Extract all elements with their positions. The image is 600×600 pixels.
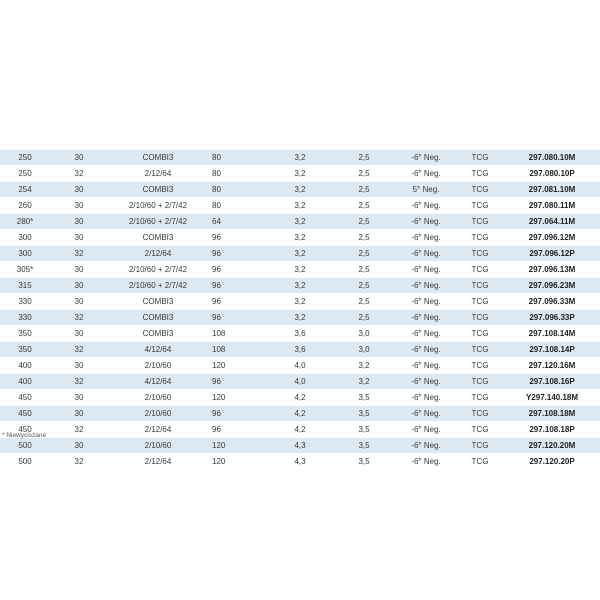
cell-tooth-shape: TCG <box>456 438 504 454</box>
cell-diameter: 400 <box>0 358 50 374</box>
table-row <box>0 454 600 470</box>
cell-code: 297.080.10M <box>504 150 600 166</box>
cell-pinholes: COMBI3 <box>108 326 208 342</box>
cell-plate: 3,5 <box>332 438 396 454</box>
cell-teeth: 96 <box>208 278 268 294</box>
cell-teeth: 96 <box>208 374 268 390</box>
cell-plate: 2,5 <box>332 278 396 294</box>
cell-pinholes: 2/10/60 <box>108 358 208 374</box>
spec-table <box>0 150 600 470</box>
cell-teeth: 96 <box>208 246 268 262</box>
cell-code: 297.096.33M <box>504 294 600 310</box>
cell-tooth-shape: TCG <box>456 454 504 470</box>
cell-kerf: 3,2 <box>268 278 332 294</box>
cell-teeth: 80 <box>208 198 268 214</box>
cell-angle: -6° Neg. <box>396 198 456 214</box>
cell-tooth-shape: TCG <box>456 262 504 278</box>
cell-teeth: 96 <box>208 294 268 310</box>
cell-diameter: 450 <box>0 406 50 422</box>
cell-kerf: 3,2 <box>268 246 332 262</box>
cell-code: 297.108.14P <box>504 342 600 358</box>
cell-pinholes: 2/10/60 + 2/7/42 <box>108 278 208 294</box>
cell-code: 297.096.23M <box>504 278 600 294</box>
cell-bore: 32 <box>50 422 108 438</box>
cell-teeth: 80 <box>208 182 268 198</box>
cell-angle: -6° Neg. <box>396 230 456 246</box>
cell-bore: 30 <box>50 214 108 230</box>
cell-plate: 3,0 <box>332 326 396 342</box>
cell-tooth-shape: TCG <box>456 150 504 166</box>
cell-bore: 30 <box>50 150 108 166</box>
table-row <box>0 390 600 406</box>
cell-tooth-shape: TCG <box>456 214 504 230</box>
cell-tooth-shape: TCG <box>456 182 504 198</box>
table-row <box>0 182 600 198</box>
cell-pinholes: 2/10/60 + 2/7/42 <box>108 262 208 278</box>
cell-angle: 5° Neg. <box>396 182 456 198</box>
cell-code: 297.108.18M <box>504 406 600 422</box>
cell-plate: 3,2 <box>332 374 396 390</box>
cell-pinholes: 2/10/60 <box>108 438 208 454</box>
cell-pinholes: COMBI3 <box>108 294 208 310</box>
cell-tooth-shape: TCG <box>456 390 504 406</box>
cell-tooth-shape: TCG <box>456 278 504 294</box>
footnote: * Niewyciszane <box>2 432 47 439</box>
cell-tooth-shape: TCG <box>456 294 504 310</box>
cell-diameter: 330 <box>0 310 50 326</box>
cell-teeth: 96 <box>208 230 268 246</box>
cell-tooth-shape: TCG <box>456 422 504 438</box>
cell-kerf: 3,6 <box>268 342 332 358</box>
cell-kerf: 4,2 <box>268 422 332 438</box>
cell-teeth: 108 <box>208 342 268 358</box>
cell-kerf: 3,6 <box>268 326 332 342</box>
cell-tooth-shape: TCG <box>456 246 504 262</box>
cell-bore: 30 <box>50 230 108 246</box>
cell-plate: 3,0 <box>332 342 396 358</box>
cell-teeth: 96 <box>208 406 268 422</box>
cell-tooth-shape: TCG <box>456 358 504 374</box>
cell-angle: -6° Neg. <box>396 374 456 390</box>
cell-diameter: 500 <box>0 454 50 470</box>
cell-plate: 2,5 <box>332 246 396 262</box>
table-row <box>0 166 600 182</box>
cell-tooth-shape: TCG <box>456 406 504 422</box>
cell-diameter: 305* <box>0 262 50 278</box>
cell-plate: 3,5 <box>332 406 396 422</box>
table-row <box>0 278 600 294</box>
cell-bore: 32 <box>50 342 108 358</box>
cell-code: 297.108.16P <box>504 374 600 390</box>
cell-angle: -6° Neg. <box>396 278 456 294</box>
cell-tooth-shape: TCG <box>456 230 504 246</box>
cell-diameter: 350 <box>0 326 50 342</box>
cell-angle: -6° Neg. <box>396 166 456 182</box>
cell-kerf: 4,3 <box>268 438 332 454</box>
cell-plate: 3,2 <box>332 358 396 374</box>
cell-pinholes: 2/12/64 <box>108 166 208 182</box>
cell-code: 297.096.33P <box>504 310 600 326</box>
cell-diameter: 315 <box>0 278 50 294</box>
cell-diameter: 400 <box>0 374 50 390</box>
cell-diameter: 300 <box>0 246 50 262</box>
cell-diameter: 280* <box>0 214 50 230</box>
cell-tooth-shape: TCG <box>456 198 504 214</box>
cell-code: 297.108.18P <box>504 422 600 438</box>
cell-pinholes: COMBI3 <box>108 310 208 326</box>
cell-plate: 2,5 <box>332 262 396 278</box>
table-row <box>0 374 600 390</box>
cell-bore: 30 <box>50 182 108 198</box>
table-row <box>0 262 600 278</box>
cell-tooth-shape: TCG <box>456 326 504 342</box>
cell-bore: 32 <box>50 454 108 470</box>
cell-teeth: 120 <box>208 438 268 454</box>
cell-angle: -6° Neg. <box>396 358 456 374</box>
cell-code: 297.120.20M <box>504 438 600 454</box>
cell-kerf: 3,2 <box>268 150 332 166</box>
table-row <box>0 310 600 326</box>
cell-tooth-shape: TCG <box>456 166 504 182</box>
cell-teeth: 108 <box>208 326 268 342</box>
cell-code: 297.108.14M <box>504 326 600 342</box>
cell-plate: 2,5 <box>332 310 396 326</box>
cell-kerf: 3,2 <box>268 166 332 182</box>
cell-pinholes: 2/10/60 <box>108 390 208 406</box>
cell-diameter: 350 <box>0 342 50 358</box>
cell-code: 297.096.12P <box>504 246 600 262</box>
cell-code: Y297.140.18M <box>504 390 600 406</box>
cell-teeth: 64 <box>208 214 268 230</box>
cell-pinholes: 2/10/60 <box>108 406 208 422</box>
cell-diameter: 250 <box>0 166 50 182</box>
cell-angle: -6° Neg. <box>396 326 456 342</box>
cell-kerf: 3,2 <box>268 230 332 246</box>
cell-pinholes: 2/12/64 <box>108 422 208 438</box>
cell-plate: 2,5 <box>332 230 396 246</box>
cell-kerf: 4,2 <box>268 406 332 422</box>
table-row <box>0 150 600 166</box>
cell-bore: 30 <box>50 438 108 454</box>
cell-pinholes: COMBI3 <box>108 230 208 246</box>
cell-bore: 30 <box>50 262 108 278</box>
cell-teeth: 96 <box>208 310 268 326</box>
cell-teeth: 120 <box>208 358 268 374</box>
cell-pinholes: 4/12/64 <box>108 374 208 390</box>
cell-kerf: 3,2 <box>268 310 332 326</box>
cell-code: 297.096.13M <box>504 262 600 278</box>
cell-tooth-shape: TCG <box>456 310 504 326</box>
cell-diameter: 450 <box>0 422 50 438</box>
cell-plate: 2,5 <box>332 294 396 310</box>
cell-kerf: 3,2 <box>268 214 332 230</box>
cell-plate: 3,5 <box>332 422 396 438</box>
table-row <box>0 294 600 310</box>
table-row <box>0 214 600 230</box>
cell-bore: 30 <box>50 358 108 374</box>
cell-teeth: 120 <box>208 454 268 470</box>
cell-kerf: 4,2 <box>268 390 332 406</box>
table-row <box>0 246 600 262</box>
cell-bore: 30 <box>50 278 108 294</box>
cell-teeth: 120 <box>208 390 268 406</box>
cell-angle: -6° Neg. <box>396 150 456 166</box>
cell-kerf: 4,0 <box>268 358 332 374</box>
cell-plate: 2,5 <box>332 198 396 214</box>
cell-diameter: 500 <box>0 438 50 454</box>
cell-kerf: 3,2 <box>268 294 332 310</box>
cell-kerf: 3,2 <box>268 198 332 214</box>
cell-plate: 2,5 <box>332 166 396 182</box>
cell-angle: -6° Neg. <box>396 422 456 438</box>
cell-angle: -6° Neg. <box>396 310 456 326</box>
cell-diameter: 450 <box>0 390 50 406</box>
cell-plate: 2,5 <box>332 214 396 230</box>
table-row <box>0 342 600 358</box>
table-row <box>0 230 600 246</box>
cell-bore: 30 <box>50 326 108 342</box>
table-row <box>0 438 600 454</box>
cell-plate: 3,5 <box>332 390 396 406</box>
cell-bore: 30 <box>50 198 108 214</box>
cell-bore: 30 <box>50 294 108 310</box>
cell-diameter: 254 <box>0 182 50 198</box>
cell-pinholes: 2/12/64 <box>108 454 208 470</box>
cell-angle: -6° Neg. <box>396 454 456 470</box>
cell-angle: -6° Neg. <box>396 214 456 230</box>
cell-angle: -6° Neg. <box>396 438 456 454</box>
cell-kerf: 4,3 <box>268 454 332 470</box>
spec-table-body <box>0 150 600 470</box>
cell-code: 297.080.10P <box>504 166 600 182</box>
cell-diameter: 300 <box>0 230 50 246</box>
cell-teeth: 80 <box>208 150 268 166</box>
cell-kerf: 3,2 <box>268 262 332 278</box>
cell-angle: -6° Neg. <box>396 342 456 358</box>
cell-diameter: 330 <box>0 294 50 310</box>
cell-teeth: 96 <box>208 422 268 438</box>
cell-plate: 2,5 <box>332 150 396 166</box>
cell-angle: -6° Neg. <box>396 390 456 406</box>
cell-angle: -6° Neg. <box>396 262 456 278</box>
cell-kerf: 4,0 <box>268 374 332 390</box>
cell-tooth-shape: TCG <box>456 342 504 358</box>
cell-tooth-shape: TCG <box>456 374 504 390</box>
cell-code: 297.120.20P <box>504 454 600 470</box>
cell-code: 297.080.11M <box>504 198 600 214</box>
cell-diameter: 250 <box>0 150 50 166</box>
cell-bore: 32 <box>50 166 108 182</box>
cell-plate: 3,5 <box>332 454 396 470</box>
cell-angle: -6° Neg. <box>396 294 456 310</box>
cell-code: 297.064.11M <box>504 214 600 230</box>
table-row <box>0 358 600 374</box>
cell-bore: 30 <box>50 390 108 406</box>
cell-bore: 32 <box>50 246 108 262</box>
cell-diameter: 260 <box>0 198 50 214</box>
cell-pinholes: COMBI3 <box>108 150 208 166</box>
table-row <box>0 406 600 422</box>
cell-plate: 2,5 <box>332 182 396 198</box>
cell-pinholes: 4/12/64 <box>108 342 208 358</box>
cell-bore: 32 <box>50 310 108 326</box>
cell-bore: 30 <box>50 406 108 422</box>
cell-pinholes: 2/12/64 <box>108 246 208 262</box>
cell-pinholes: COMBI3 <box>108 182 208 198</box>
table-row <box>0 326 600 342</box>
cell-teeth: 96 <box>208 262 268 278</box>
cell-code: 297.081.10M <box>504 182 600 198</box>
cell-bore: 32 <box>50 374 108 390</box>
cell-kerf: 3,2 <box>268 182 332 198</box>
cell-code: 297.120.16M <box>504 358 600 374</box>
cell-code: 297.096.12M <box>504 230 600 246</box>
cell-pinholes: 2/10/60 + 2/7/42 <box>108 214 208 230</box>
cell-pinholes: 2/10/60 + 2/7/42 <box>108 198 208 214</box>
cell-angle: -6° Neg. <box>396 406 456 422</box>
table-row <box>0 198 600 214</box>
cell-teeth: 80 <box>208 166 268 182</box>
cell-angle: -6° Neg. <box>396 246 456 262</box>
table-row <box>0 422 600 438</box>
